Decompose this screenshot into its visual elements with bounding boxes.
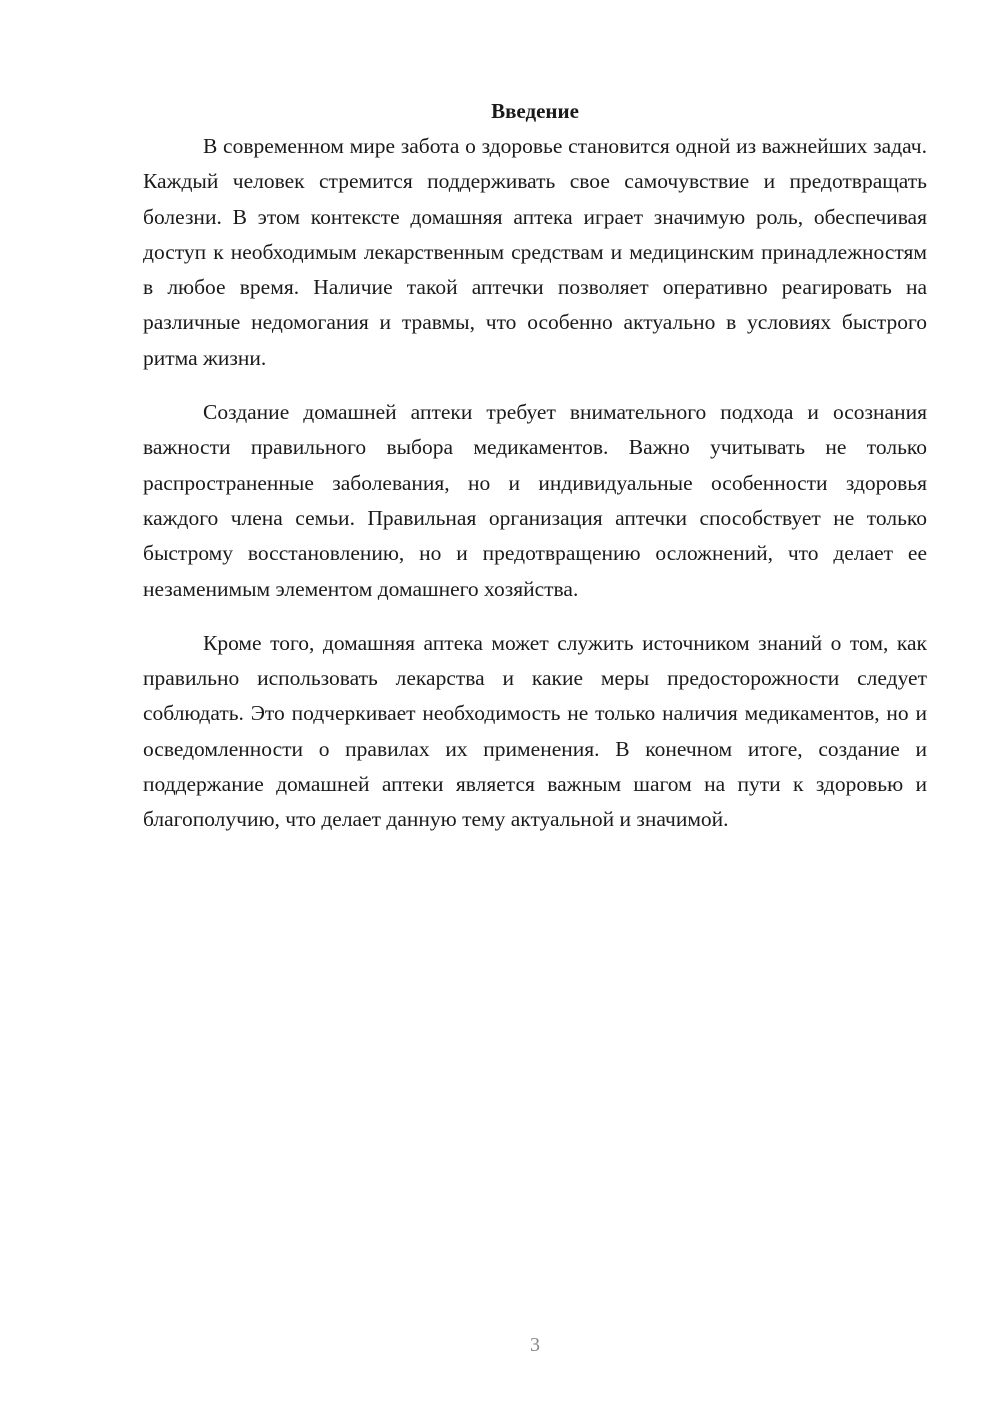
section-title: Введение xyxy=(491,99,579,123)
paragraph-1: В современном мире забота о здоровье становится одной из важнейших задач. Каждый человек стремится поддерживать свое самочувствие и предотвращать болезни. В этом контексте домашняя аптека играет значимую роль, обеспечивая доступ к необходимым лекарственным средствам и медицинским принадлежностям в любое время. Наличие такой аптечки позволяет оперативно реагировать на различные недомогания и травмы, что особенно актуально в условиях быстрого ритма жизни. xyxy=(143,134,927,370)
paragraph-3: Кроме того, домашняя аптека может служить источником знаний о том, как правильно использовать лекарства и какие меры предосторожности следует соблюдать. Это подчеркивает необходимость не только наличия медикаментов, но и осведомленности о правилах их применения. В конечном итоге, создание и поддержание домашней аптеки является важным шагом на пути к здоровью и благополучию, что делает данную тему актуальной и значимой. xyxy=(143,630,927,832)
paragraph-2: Создание домашней аптеки требует внимательного подхода и осознания важности правильного выбора медикаментов. Важно учитывать не только распространенные заболевания, но и индивидуальные особенности здоровья каждого члена семьи. Правильная организация аптечки способствует не только быстрому восстановлению, но и предотвращению осложнений, что делает ее незаменимым элементом домашнего хозяйства. xyxy=(143,400,927,601)
page-content xyxy=(143,93,927,857)
page-number: 3 xyxy=(530,1334,540,1356)
